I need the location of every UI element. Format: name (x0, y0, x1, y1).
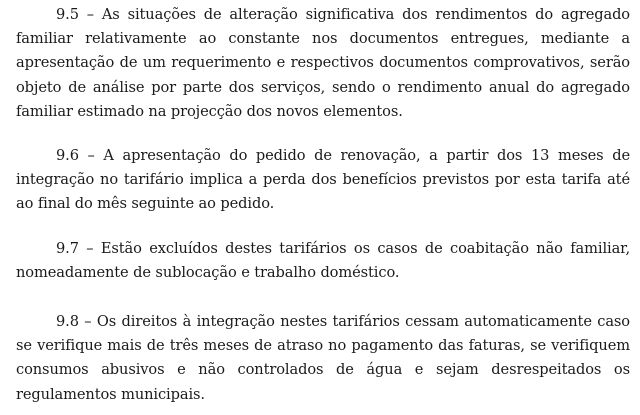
paragraph-9-5: 9.5 – As situações de alteração significativa dos rendimentos do agregado familiar relativamente ao constante nos documentos entregues, mediante a apresentação de um requerimento e respectivos documentos comprovativos, serão objeto de análise por parte dos serviços, sendo o rendimento anual do agregado familiar estimado na projecção dos novos elementos. (16, 6, 630, 120)
paragraph-9-8: 9.8 – Os direitos à integração nestes tarifários cessam automaticamente caso se verifique mais de três meses de atraso no pagamento das faturas, se verifiquem consumos abusivos e não controlados de água e sejam desrespeitados os regulamentos municipais. (16, 313, 630, 403)
paragraph-9-7: 9.7 – Estão excluídos destes tarifários os casos de coabitação não familiar, nomeadamente de sublocação e trabalho doméstico. (16, 240, 630, 282)
paragraph-9-6: 9.6 – A apresentação do pedido de renovação, a partir dos 13 meses de integração no tarifário implica a perda dos benefícios previstos por esta tarifa até ao final do mês seguinte ao pedido. (16, 147, 630, 213)
